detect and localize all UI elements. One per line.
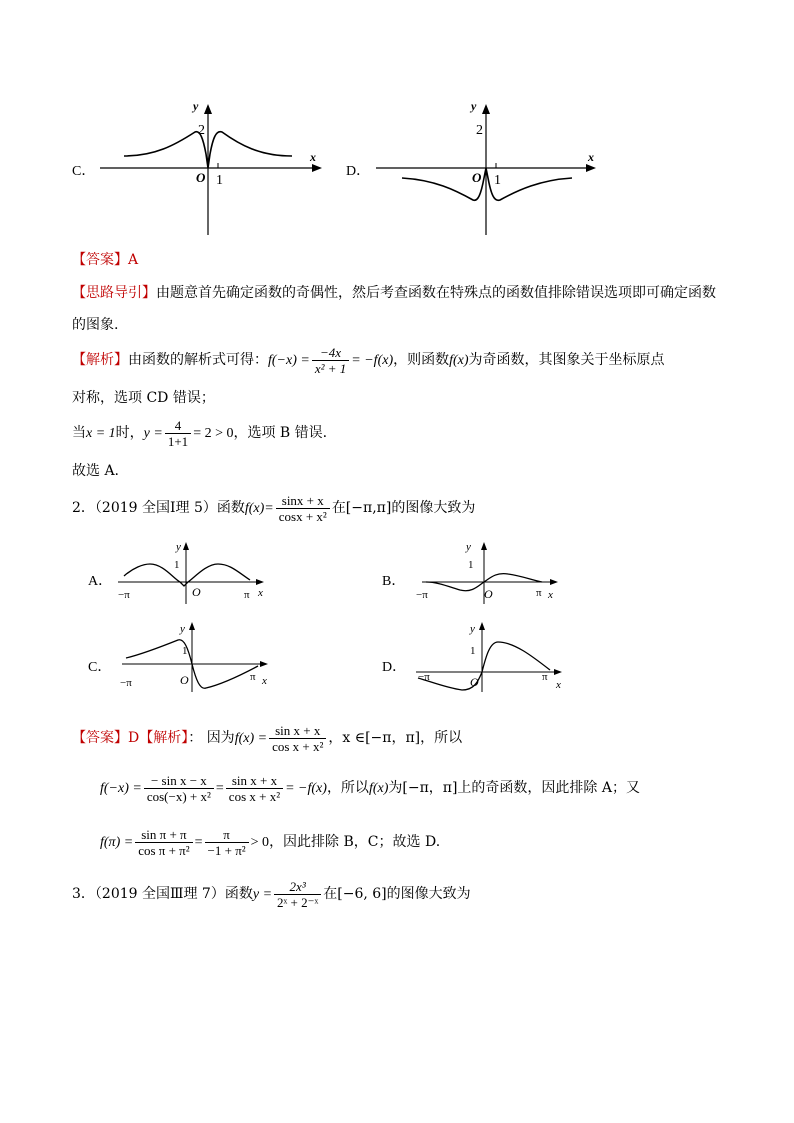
q3-frac [274, 879, 321, 910]
q2-graph-a [88, 540, 278, 606]
line3b-lhs: f(π) = [100, 835, 134, 850]
answer-2-line3: f(π) = $\frac{\text{sin π + π}}{\text{cos π + π²}}$ = $\frac{\pi}{\text{−1 + π²}}$ > 0，因此排除 B，C；故选 D. [100, 826, 441, 858]
analysis-1-line4: 故选 A. [72, 463, 120, 479]
frac-den: cos π + π² [138, 842, 190, 858]
frac-den: −1 + π² [207, 842, 246, 858]
axis-y-label-d: y [471, 99, 477, 113]
line3b-rhs: > 0 [250, 835, 270, 850]
answer-bracket: 【答案】 [72, 252, 128, 268]
analysis-bracket: 【解析】 [72, 352, 128, 368]
frac-den: cos x + x² [272, 738, 324, 754]
tick-1-c: 1 [216, 173, 223, 188]
frac-den: x² + 1 [314, 360, 347, 376]
q2d-axis-y: y [470, 623, 475, 635]
q2b-axis-y: y [466, 541, 471, 553]
origin-label-d: O [472, 170, 482, 185]
analysis-fx: f(x) [449, 353, 469, 368]
line3b-tail: ，因此排除 B，C；故选 D. [269, 834, 441, 850]
analysis-lhs: f(−x) = [268, 353, 310, 368]
q2d-axis-x: x [556, 679, 561, 691]
line3b-frac1 [135, 827, 192, 858]
q2c-tick-1: 1 [182, 645, 188, 657]
q2b-axis-x: x [548, 589, 553, 601]
graph-d [340, 90, 620, 240]
line3b-frac2 [205, 827, 249, 858]
q2-stem-post: 在[−π,π]的图像大致为 [331, 500, 476, 516]
q2a-tick-1: 1 [174, 559, 180, 571]
q2-frac [276, 493, 330, 524]
frac-den: cos x + x² [228, 788, 281, 804]
line3-frac [165, 418, 191, 449]
answer2-fx: f(x) = [234, 731, 268, 746]
q3-y: y = [252, 887, 273, 902]
frac-num: sinx + x [276, 493, 330, 509]
q2-fx: f(x)= [244, 501, 274, 516]
tick-1-d: 1 [494, 173, 501, 188]
analysis-1-line2: 对称，选项 CD 错误； [72, 390, 215, 406]
line3-shi: 时， [115, 425, 144, 441]
line2-fx: f(x) [368, 781, 389, 796]
line3-pre: 当 [72, 425, 86, 441]
graph-c-svg [60, 90, 340, 240]
frac-den: 1+1 [167, 433, 189, 449]
line2-interval: 为[−π，π]上的奇函数，因此排除 A；又 [388, 780, 640, 796]
q2-option-b: B． [382, 574, 406, 589]
line2-frac1 [144, 773, 214, 804]
q2-option-c: C． [88, 660, 112, 675]
guide-1 [72, 283, 716, 303]
q2-stem-pre: 2．（2019 全国Ⅰ理 5）函数 [72, 500, 245, 516]
tick-2-c: 2 [198, 123, 205, 138]
q2b-pi: π [536, 587, 542, 599]
q2d-neg-pi: −π [418, 671, 430, 683]
line3-rhs: = 2 > 0 [193, 426, 234, 441]
q2b-tick-1: 1 [468, 559, 474, 571]
line2-frac2 [226, 773, 283, 804]
analysis-1-line1 [72, 343, 665, 378]
analysis-mid: ，则函数 [393, 352, 450, 368]
analysis-1-line3 [72, 416, 327, 451]
answer2-colon: ： [188, 730, 203, 746]
option-d-label: D． [346, 164, 371, 179]
answer2-value: D [128, 730, 140, 746]
frac-den: 2ˣ + 2⁻ˣ [277, 894, 319, 910]
q2-graph-a-svg [88, 540, 278, 606]
frac-num: 4 [165, 418, 191, 434]
q2a-axis-y: y [176, 541, 181, 553]
guide-1-line2: 的图象. [72, 317, 119, 333]
analysis-rhs: = −f(x) [351, 353, 394, 368]
frac-num: sin π + π [135, 827, 192, 843]
answer2-because: 因为 [206, 730, 235, 746]
q2a-origin: O [192, 585, 201, 599]
q2-stem [72, 490, 475, 527]
origin-label-c: O [196, 170, 206, 185]
q2-graph-d-svg [382, 620, 572, 692]
q2c-neg-pi: −π [120, 677, 132, 689]
answer2-bracket: 【答案】 [72, 730, 128, 746]
frac-den: cosx + x² [278, 508, 327, 524]
q2b-neg-pi: −π [416, 589, 428, 601]
guide-text-1: 由题意首先确定函数的奇偶性，然后考查函数在特殊点的函数值排除错误选项即可确定函数 [156, 285, 716, 301]
q2c-axis-y: y [180, 623, 185, 635]
frac-num: −4x [312, 345, 349, 361]
frac-den: cos(−x) + x² [146, 788, 211, 804]
option-c-label: C． [72, 164, 96, 179]
line2-lhs: f(−x) = [100, 781, 142, 796]
frac-num: 2x³ [274, 879, 321, 895]
answer-1 [72, 250, 138, 270]
answer2-frac [269, 723, 326, 754]
frac-num: sin x + x [226, 773, 283, 789]
axis-x-label-c: x [310, 150, 316, 164]
q2-option-a: A． [88, 574, 113, 589]
analysis2-bracket: 【解析】 [139, 730, 189, 746]
q2-graph-c [88, 620, 278, 692]
answer-2-line2: f(−x) = $\frac{\text{− sin x − x}}{\text{cos(−x) + x²}}$ = $\frac{\text{sin x + x}}{\text{cos x + x²}}$ = −f(x)，所以f(x)为[−π，π]上的奇函数，因此排除 A；又 [100, 772, 640, 804]
analysis-frac [312, 345, 349, 376]
frac-num: sin x + x [269, 723, 326, 739]
line3-y: y = [143, 426, 163, 441]
frac-num: − sin x − x [144, 773, 214, 789]
line2-mid: ，所以 [326, 780, 369, 796]
q2d-tick-1: 1 [470, 645, 476, 657]
q2-graph-c-svg [88, 620, 278, 692]
frac-num: π [205, 827, 249, 843]
q2-option-d: D． [382, 660, 407, 675]
line3-tail: ，选项 B 错误. [233, 425, 328, 441]
line3-cond: x = 1 [86, 426, 116, 441]
axis-x-label-d: x [588, 150, 594, 164]
answer2-domain: ，x ∈[−π，π]，所以 [328, 730, 463, 746]
q2-graph-d [382, 620, 572, 692]
graph-c [60, 90, 340, 240]
q2a-pi: π [244, 589, 250, 601]
q2-graph-b [382, 540, 572, 606]
q2b-origin: O [484, 587, 493, 601]
q3-stem-post: 在[−6, 6]的图像大致为 [323, 886, 471, 902]
q2c-origin: O [180, 673, 189, 687]
q2-graph-b-svg [382, 540, 572, 606]
axis-y-label-c: y [193, 99, 199, 113]
q2d-pi: π [542, 671, 548, 683]
q2c-pi: π [250, 671, 256, 683]
answer-value: A [128, 252, 139, 268]
tick-2-d: 2 [476, 123, 483, 138]
answer-2-line1 [72, 720, 462, 757]
guide-bracket: 【思路导引】 [72, 285, 156, 301]
analysis-tail: 为奇函数，其图象关于坐标原点 [468, 352, 665, 368]
graph-d-svg [340, 90, 620, 240]
q2a-axis-x: x [258, 587, 263, 599]
q3-stem [72, 876, 471, 913]
q2d-origin: O [470, 675, 479, 689]
q2c-axis-x: x [262, 675, 267, 687]
line2-rhs: = −f(x) [285, 781, 327, 796]
analysis-intro: 由函数的解析式可得： [128, 352, 268, 368]
q3-stem-pre: 3．（2019 全国Ⅲ理 7）函数 [72, 886, 253, 902]
q2a-neg-pi: −π [118, 589, 130, 601]
